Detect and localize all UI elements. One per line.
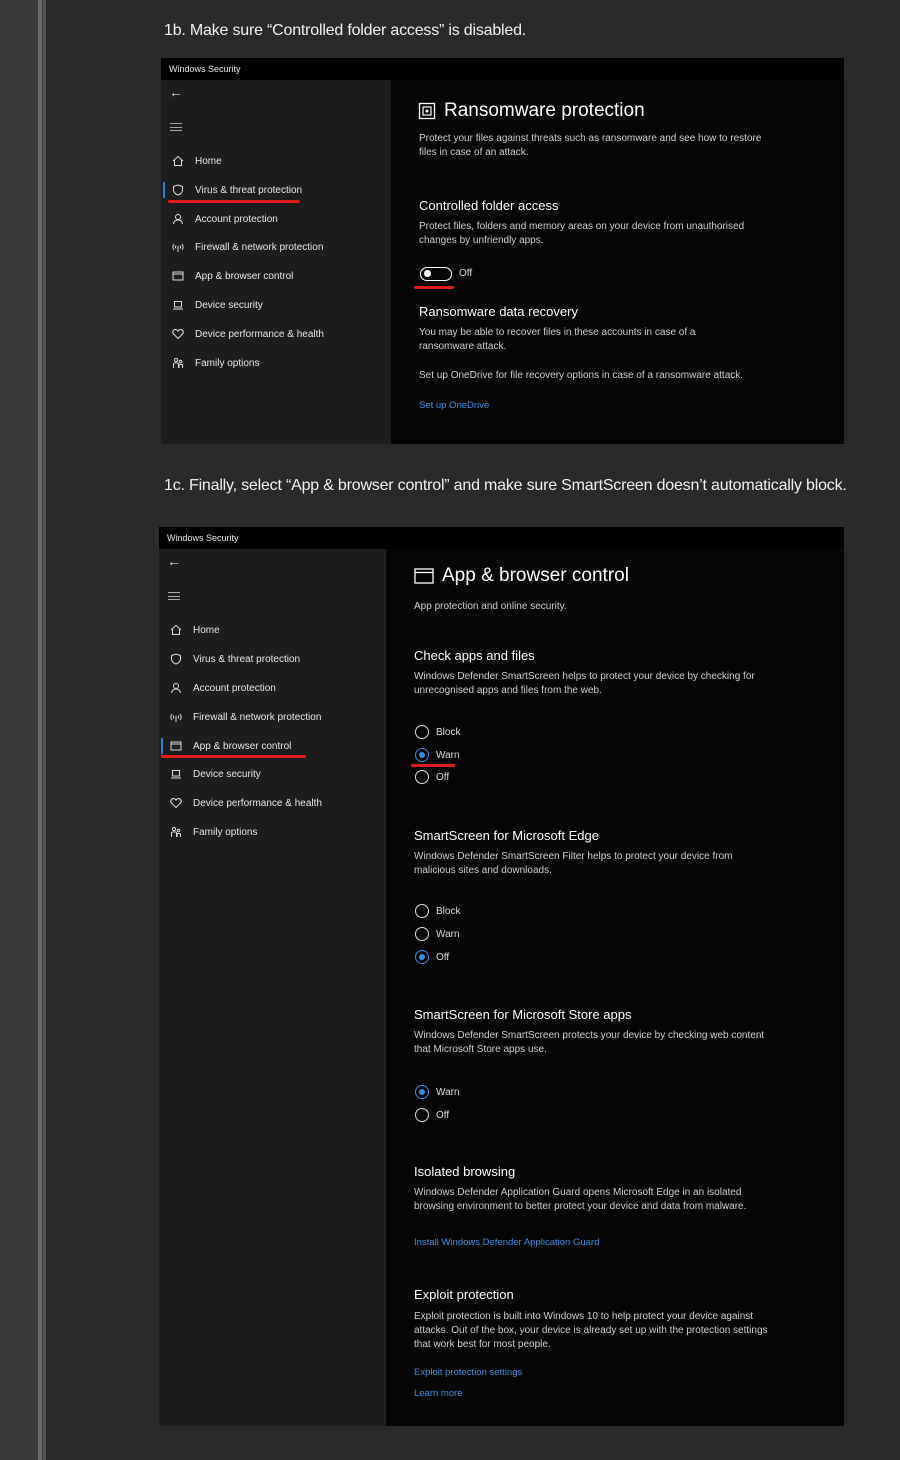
- sidebar-item-device-security[interactable]: [159, 763, 261, 785]
- shield-icon: [161, 184, 195, 196]
- laptop-icon: [161, 299, 195, 311]
- sidebar-item-virus-threat[interactable]: [159, 648, 300, 670]
- step-1c-heading: 1c. Finally, select “App & browser control” and make sure SmartScreen doesn’t automatically block.: [164, 477, 847, 494]
- left-gutter: [0, 0, 46, 1460]
- check-apps-title: Check apps and files: [414, 648, 535, 663]
- page-description: Protect your files against threats such as ransomware and see how to restore files in case of an attack.: [419, 133, 762, 158]
- cfa-description: Protect files, folders and memory areas on your device from unauthorised changes by unfriendly apps.: [419, 221, 745, 246]
- sidebar-item-label: App & browser control: [195, 270, 294, 282]
- check-apps-warn-radio[interactable]: Warn: [415, 748, 460, 762]
- sidebar-item-family[interactable]: [161, 352, 259, 374]
- red-underline-annotation: [411, 764, 455, 767]
- install-application-guard-link[interactable]: Install Windows Defender Application Guard: [414, 1237, 600, 1248]
- sidebar-item-label: Virus & threat protection: [195, 184, 303, 196]
- red-underline-annotation: [161, 755, 306, 758]
- edge-smartscreen-title: SmartScreen for Microsoft Edge: [414, 828, 599, 843]
- sidebar-item-virus-threat[interactable]: [161, 179, 302, 201]
- store-smartscreen-title: SmartScreen for Microsoft Store apps: [414, 1007, 632, 1022]
- sidebar-item-label: Firewall & network protection: [195, 241, 324, 253]
- sidebar-item-home[interactable]: [161, 150, 222, 172]
- cfa-toggle[interactable]: [420, 267, 452, 281]
- sidebar-item-firewall[interactable]: [161, 236, 323, 258]
- edge-off-radio[interactable]: Off: [415, 950, 449, 964]
- edge-smartscreen-description: Windows Defender SmartScreen Filter helps to protect your device from malicious sites and downloads.: [414, 851, 733, 876]
- store-smartscreen-description: Windows Defender SmartScreen protects your device by checking web content that Microsoft Store apps use.: [414, 1030, 765, 1055]
- content-pane: [386, 549, 844, 1426]
- sidebar-item-label: App & browser control: [193, 740, 292, 752]
- page-subtitle: App protection and online security.: [414, 601, 567, 612]
- cfa-title: Controlled folder access: [419, 198, 559, 213]
- family-icon: [159, 826, 193, 838]
- home-icon: [161, 155, 195, 167]
- window-title: Windows Security: [159, 527, 844, 549]
- exploit-protection-description: Exploit protection is built into Windows 10 to help protect your device against attacks. Out of the box, your device is already set up with the protection settings that work best for most people.: [414, 1311, 768, 1350]
- sidebar-item-firewall[interactable]: [159, 706, 321, 728]
- red-underline-annotation: [414, 286, 454, 289]
- sidebar-item-family[interactable]: [159, 821, 257, 843]
- toggle-state-label: Off: [459, 268, 473, 279]
- sidebar-item-device-performance[interactable]: [161, 323, 324, 345]
- recovery-title: Ransomware data recovery: [419, 304, 578, 319]
- window-icon: [414, 568, 434, 584]
- back-arrow-icon[interactable]: ←: [167, 553, 181, 569]
- family-icon: [161, 357, 195, 369]
- sidebar-item-label: Virus & threat protection: [193, 653, 301, 665]
- sidebar-item-label: Device security: [193, 768, 261, 780]
- person-icon: [159, 682, 193, 694]
- store-warn-radio[interactable]: Warn: [415, 1085, 460, 1099]
- sidebar-item-label: Family options: [195, 357, 260, 369]
- learn-more-link[interactable]: Learn more: [414, 1388, 463, 1399]
- sidebar-item-account[interactable]: [159, 677, 276, 699]
- check-apps-block-radio[interactable]: Block: [415, 725, 460, 739]
- sidebar-item-label: Device performance & health: [195, 328, 324, 340]
- sidebar: [161, 80, 391, 444]
- app-browser-window: [159, 527, 844, 1426]
- check-apps-off-radio[interactable]: Off: [415, 770, 449, 784]
- laptop-icon: [159, 768, 193, 780]
- isolated-browsing-title: Isolated browsing: [414, 1164, 516, 1179]
- hamburger-menu-icon[interactable]: [168, 592, 180, 600]
- store-off-radio[interactable]: Off: [415, 1108, 449, 1122]
- heart-icon: [161, 328, 195, 340]
- setup-onedrive-link[interactable]: Set up OneDrive: [419, 400, 490, 411]
- isolated-browsing-description: Windows Defender Application Guard opens Microsoft Edge in an isolated browsing environment to better protect your device and data from malware.: [414, 1187, 747, 1212]
- home-icon: [159, 624, 193, 636]
- wifi-icon: [159, 711, 193, 723]
- content-pane: [391, 80, 844, 444]
- sidebar-item-device-performance[interactable]: [159, 792, 322, 814]
- exploit-protection-settings-link[interactable]: Exploit protection settings: [414, 1367, 523, 1378]
- sidebar-item-app-browser[interactable]: [159, 735, 291, 757]
- wifi-icon: [161, 241, 195, 253]
- shield-icon: [159, 653, 193, 665]
- back-arrow-icon[interactable]: ←: [169, 84, 183, 100]
- check-apps-description: Windows Defender SmartScreen helps to protect your device by checking for unrecognised apps and files from the web.: [414, 671, 755, 696]
- sidebar-item-app-browser[interactable]: [161, 265, 293, 287]
- window-title: Windows Security: [161, 58, 844, 80]
- ransomware-icon: [418, 102, 436, 120]
- sidebar: [159, 549, 386, 1426]
- exploit-protection-title: Exploit protection: [414, 1287, 514, 1302]
- sidebar-item-device-security[interactable]: [161, 294, 263, 316]
- sidebar-item-label: Home: [195, 155, 222, 167]
- ransomware-window: [161, 58, 844, 444]
- window-icon: [159, 740, 193, 752]
- sidebar-item-label: Device performance & health: [193, 797, 322, 809]
- sidebar-item-account[interactable]: [161, 208, 278, 230]
- onedrive-description: Set up OneDrive for file recovery options in case of a ransomware attack.: [419, 370, 744, 381]
- page-title: App & browser control: [414, 565, 629, 587]
- person-icon: [161, 213, 195, 225]
- sidebar-item-label: Device security: [195, 299, 263, 311]
- sidebar-item-label: Family options: [193, 826, 258, 838]
- hamburger-menu-icon[interactable]: [170, 123, 182, 131]
- recovery-description: You may be able to recover files in these accounts in case of a ransomware attack.: [419, 327, 696, 352]
- sidebar-item-label: Home: [193, 624, 220, 636]
- sidebar-item-label: Account protection: [195, 213, 278, 225]
- edge-block-radio[interactable]: Block: [415, 904, 460, 918]
- sidebar-item-label: Firewall & network protection: [193, 711, 322, 723]
- heart-icon: [159, 797, 193, 809]
- sidebar-item-label: Account protection: [193, 682, 276, 694]
- red-underline-annotation: [168, 200, 300, 203]
- sidebar-item-home[interactable]: [159, 619, 220, 641]
- page-title: Ransomware protection: [418, 100, 645, 122]
- edge-warn-radio[interactable]: Warn: [415, 927, 460, 941]
- window-icon: [161, 270, 195, 282]
- step-1b-heading: 1b. Make sure “Controlled folder access” is disabled.: [164, 22, 527, 39]
